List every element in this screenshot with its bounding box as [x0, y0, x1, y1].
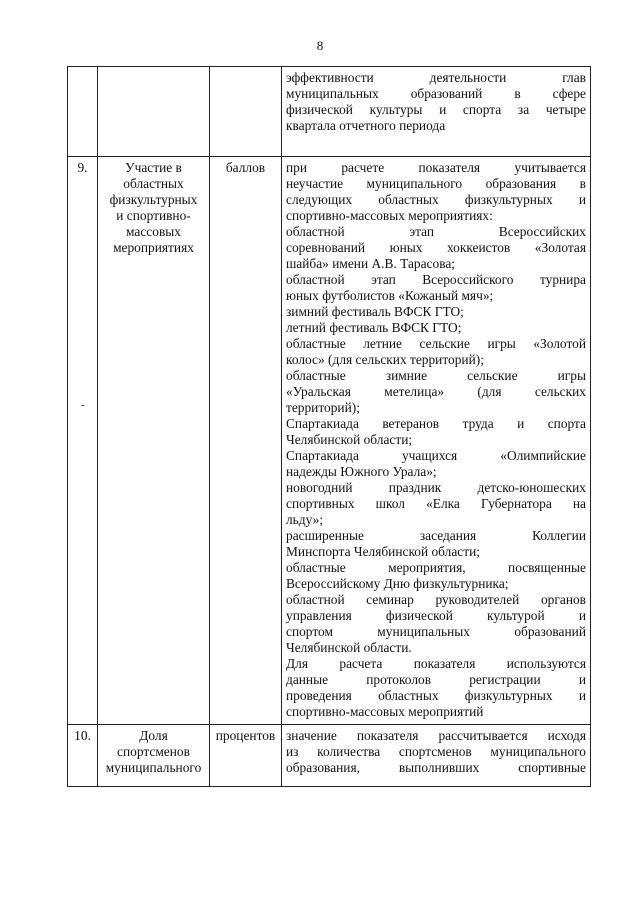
description-line: эффективности деятельности глав: [286, 70, 586, 85]
indicator-name-line: мероприятиях: [113, 240, 194, 255]
description-line: физической культуры и спорта за четыре: [286, 102, 586, 117]
indicator-name: [98, 67, 210, 157]
table-row: [68, 725, 591, 787]
description-line: квартала отчетного периода: [286, 118, 446, 133]
description-line: зимний фестиваль ВФСК ГТО;: [286, 304, 464, 319]
description-line: шайба» имени А.В. Тарасова;: [286, 256, 456, 271]
description-line: значение показателя рассчитывается исходя: [286, 728, 586, 743]
description-line: Всероссийскому Дню физкультурника;: [286, 576, 509, 591]
description-line: Спартакиада ветеранов труда и спорта: [286, 416, 586, 431]
unit-of-measure: [210, 67, 282, 157]
description-line: спортом муниципальных образований: [286, 624, 586, 639]
description-line: Челябинской области.: [286, 640, 412, 655]
description-line: спортивных школ «Елка Губернатора на: [286, 496, 586, 511]
calculation-description: [282, 157, 591, 725]
indicator-name-line: спортсменов: [117, 744, 190, 759]
indicator-name-line: Участие в: [125, 160, 182, 175]
indicator-name-line: массовых: [126, 224, 181, 239]
description-line: расширенные заседания Коллегии: [286, 528, 586, 543]
indicator-table: [67, 66, 591, 787]
indicator-name-line: муниципального: [105, 760, 202, 775]
description-line: областной этап Всероссийского турнира: [286, 272, 586, 287]
description-line: «Уральская метелица» (для сельских: [286, 384, 586, 399]
row-number: 10.: [68, 725, 98, 787]
indicator-name-line: и спортивно-: [116, 208, 191, 223]
indicator-name: [98, 157, 210, 725]
unit-of-measure: баллов: [210, 157, 282, 725]
indicator-name-line: Доля: [139, 728, 168, 743]
description-line: новогодний праздник детско-юношеских: [286, 480, 586, 495]
page-number: 8: [316, 38, 324, 53]
description-line: областной этап Всероссийских: [286, 224, 586, 239]
description-line: данные протоколов регистрации и: [286, 672, 586, 687]
description-line: юных футболистов «Кожаный мяч»;: [286, 288, 494, 303]
table-row: [68, 157, 591, 725]
description-line: областные летние сельские игры «Золотой: [286, 336, 586, 351]
description-line: из количества спортсменов муниципального: [286, 744, 586, 759]
description-line: спортивно-массовых мероприятиях:: [286, 208, 493, 223]
description-line: Спартакиада учащихся «Олимпийские: [286, 448, 586, 463]
description-line: областные зимние сельские игры: [286, 368, 586, 383]
unit-of-measure: процентов: [210, 725, 282, 787]
indicator-name-line: физкультурных: [109, 192, 198, 207]
description-line: Минспорта Челябинской области;: [286, 544, 480, 559]
indicator-name: [98, 725, 210, 787]
description-line: областной семинар руководителей органов: [286, 592, 586, 607]
description-line: соревнований юных хоккеистов «Золотая: [286, 240, 586, 255]
table-row: [68, 67, 591, 157]
description-line: областные мероприятия, посвященные: [286, 560, 586, 575]
description-line: образования, выполнивших спортивные: [286, 760, 586, 775]
description-line: территорий);: [286, 400, 360, 415]
row-number: [68, 67, 98, 157]
description-line: муниципальных образований в сфере: [286, 86, 586, 101]
indicator-name-line: областных: [123, 176, 184, 191]
calculation-description: [282, 725, 591, 787]
description-line: следующих областных физкультурных и: [286, 192, 586, 207]
row-number: 9.: [68, 157, 98, 725]
description-line: льду»;: [286, 512, 324, 527]
calculation-description: [282, 67, 591, 157]
description-line: колос» (для сельских территорий);: [286, 352, 484, 367]
description-line: Для расчета показателя используются: [286, 656, 586, 671]
description-line: проведения областных физкультурных и: [286, 688, 586, 703]
margin-mark: -: [81, 400, 85, 411]
description-line: летний фестиваль ВФСК ГТО;: [286, 320, 462, 335]
description-line: спортивно-массовых мероприятий: [286, 704, 484, 719]
description-line: неучастие муниципального образования в: [286, 176, 586, 191]
description-line: Челябинской области;: [286, 432, 413, 447]
description-line: управления физической культурой и: [286, 608, 586, 623]
description-line: надежды Южного Урала»;: [286, 464, 437, 479]
description-line: при расчете показателя учитывается: [286, 160, 586, 175]
